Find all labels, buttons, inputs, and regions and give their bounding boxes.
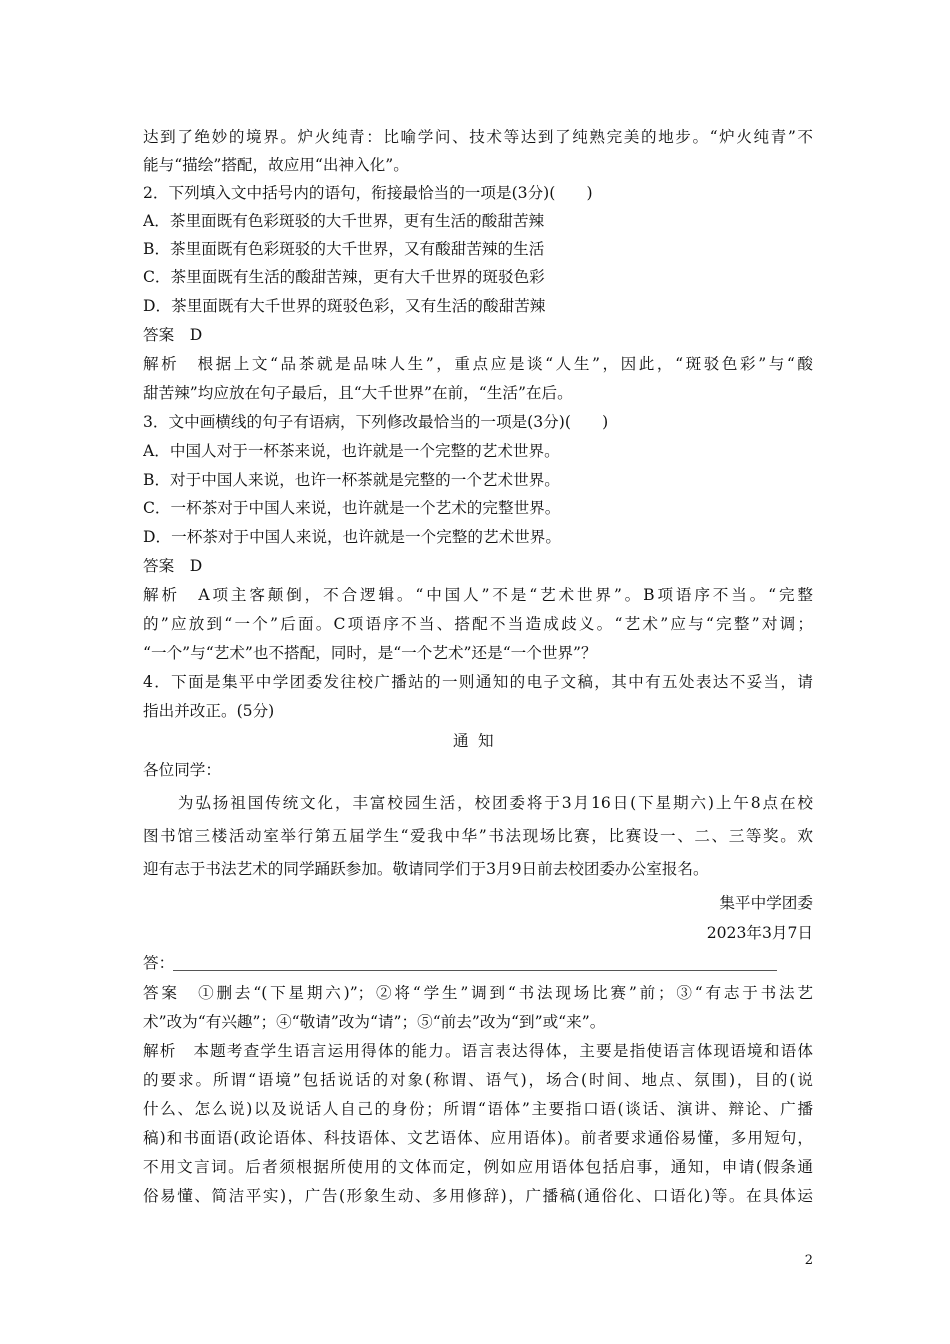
notice-body: 图书馆三楼活动室举行第五届学生“爱我中华”书法现场比赛，比赛设一、二、三等奖。欢 bbox=[143, 827, 813, 845]
analysis-text: 解析 根据上文“品茶就是品味人生”，重点应是谈“人生”，因此，“斑驳色彩”与“酸 bbox=[143, 355, 813, 373]
answer-label: 答案 D bbox=[143, 557, 203, 575]
notice-salutation: 各位同学： bbox=[143, 761, 221, 779]
option-a: A．茶里面既有色彩斑驳的大千世界，更有生活的酸甜苦辣 bbox=[143, 212, 545, 230]
answer-text: 术”改为“有兴趣”；④“敬请”改为“请”；⑤“前去”改为“到”或“来”。 bbox=[143, 1013, 606, 1031]
analysis-text: 不用文言词。后者须根据所使用的文体而定，例如应用语体包括启事，通知，申请(假条通 bbox=[143, 1158, 813, 1176]
option-b: B．对于中国人来说，也许一杯茶就是完整的一个艺术世界。 bbox=[143, 471, 560, 489]
analysis-text: 俗易懂、简洁平实)，广告(形象生动、多用修辞)，广播稿(通俗化、口语化)等。在具体运 bbox=[143, 1187, 813, 1205]
option-c: C．茶里面既有生活的酸甜苦辣，更有大千世界的斑驳色彩 bbox=[143, 268, 545, 286]
analysis-text: 什么、怎么说)以及说话人自己的身份；所谓“语体”主要指口语(谈话、演讲、辩论、广播 bbox=[143, 1100, 813, 1118]
notice-date: 2023年3月7日 bbox=[706, 924, 813, 942]
notice-title: 通知 bbox=[453, 732, 503, 750]
analysis-text: 解析 A项主客颠倒，不合逻辑。“中国人”不是“艺术世界”。B项语序不当。“完整 bbox=[143, 586, 813, 604]
question-3: 3．文中画横线的句子有语病，下列修改最恰当的一项是(3分)( ) bbox=[143, 413, 609, 431]
analysis-text: “一个”与“艺术”也不搭配，同时，是“一个艺术”还是“一个世界”？ bbox=[143, 644, 597, 662]
notice-body: 为弘扬祖国传统文化，丰富校园生活，校团委将于3月16日(下星期六)上午8点在校 bbox=[143, 794, 813, 812]
analysis-text: 甜苦辣”均应放在句子最后，且“大千世界”在前，“生活”在后。 bbox=[143, 384, 573, 402]
notice-signature: 集平中学团委 bbox=[719, 894, 813, 912]
option-c: C．一杯茶对于中国人来说，也许就是一个艺术的完整世界。 bbox=[143, 499, 561, 517]
analysis-text: 的”应放到“一个”后面。C项语序不当、搭配不当造成歧义。“艺术”应与“完整”对调； bbox=[143, 615, 813, 633]
analysis-text: 的要求。所谓“语境”包括说话的对象(称谓、语气)，场合(时间、地点、氛围)，目的(说 bbox=[143, 1071, 813, 1089]
answer-blank-line bbox=[173, 970, 777, 971]
question-4: 4．下面是集平中学团委发往校广播站的一则通知的电子文稿，其中有五处表达不妥当，请 bbox=[143, 673, 813, 691]
option-a: A．中国人对于一杯茶来说，也许就是一个完整的艺术世界。 bbox=[143, 442, 560, 460]
answer-text: 答案 ①删去“(下星期六)”；②将“学生”调到“书法现场比赛”前；③“有志于书法艺 bbox=[143, 984, 813, 1002]
question-4: 指出并改正。(5分) bbox=[143, 702, 275, 720]
option-d: D．茶里面既有大千世界的斑驳色彩，又有生活的酸甜苦辣 bbox=[143, 297, 546, 315]
option-b: B．茶里面既有色彩斑驳的大千世界，又有酸甜苦辣的生活 bbox=[143, 240, 545, 258]
option-d: D．一杯茶对于中国人来说，也许就是一个完整的艺术世界。 bbox=[143, 528, 561, 546]
answer-label: 答案 D bbox=[143, 326, 203, 344]
analysis-text: 稿)和书面语(政论语体、科技语体、文艺语体、应用语体)。前者要求通俗易懂，多用短句， bbox=[143, 1129, 813, 1147]
analysis-text: 解析 本题考查学生语言运用得体的能力。语言表达得体，主要是指使语言体现语境和语体 bbox=[143, 1042, 813, 1060]
page-number: 2 bbox=[804, 1253, 813, 1268]
question-2: 2．下列填入文中括号内的语句，衔接最恰当的一项是(3分)( ) bbox=[143, 184, 593, 202]
notice-body: 迎有志于书法艺术的同学踊跃参加。敬请同学们于3月9日前去校团委办公室报名。 bbox=[143, 860, 709, 878]
answer-prompt: 答： bbox=[143, 954, 175, 972]
text-line: 达到了绝妙的境界。炉火纯青：比喻学问、技术等达到了纯熟完美的地步。“炉火纯青”不 bbox=[143, 128, 813, 146]
text-line: 能与“描绘”搭配，故应用“出神入化”。 bbox=[143, 156, 409, 174]
